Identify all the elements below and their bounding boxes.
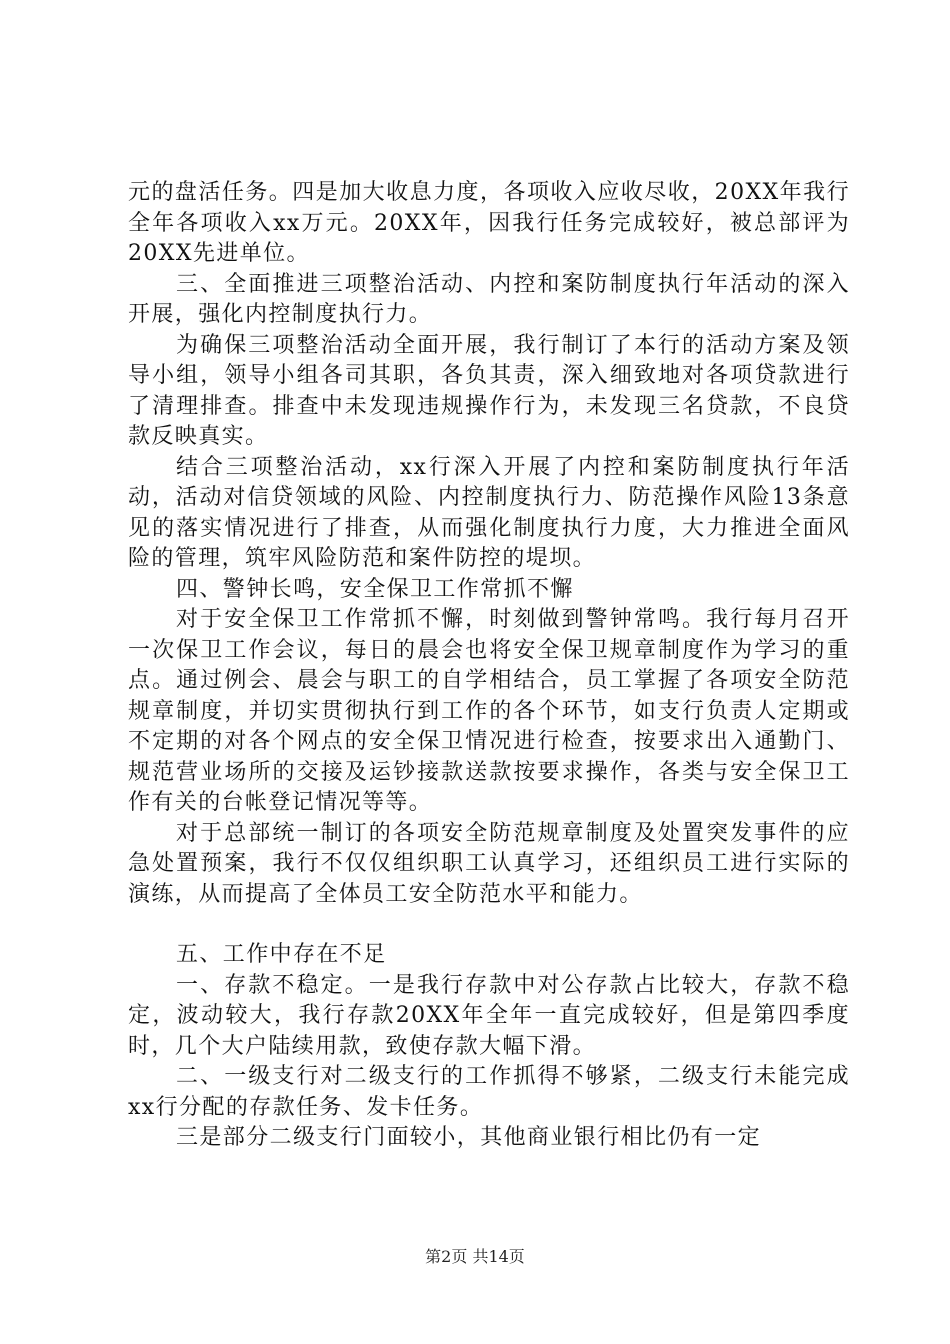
paragraph-emergency-plan: 对于总部统一制订的各项安全防范规章制度及处置突发事件的应急处置预案，我行不仅仅组织职工认真学习，还组织员工进行实际的演练，从而提高了全体员工安全防范水平和能力。 [128, 820, 850, 907]
page-number-footer: 第2页 共14页 [425, 1247, 525, 1266]
paragraph-deposit-instability: 一、存款不稳定。一是我行存款中对公存款占比较大，存款不稳定，波动较大，我行存款20XX年全年一直完成较好，但是第四季度时，几个大户陆续用款，致使存款大幅下滑。 [128, 972, 850, 1059]
paragraph-security-work: 对于安全保卫工作常抓不懈，时刻做到警钟常鸣。我行每月召开一次保卫工作会议，每日的晨会也将安全保卫规章制度作为学习的重点。通过例会、晨会与职工的自学相结合，员工掌握了各项安全防范规章制度，并切实贯彻执行到工作的各个环节，如支行负责人定期或不定期的对各个网点的安全保卫情况进行检查，按要求出入通勤门、规范营业场所的交接及运钞接款送款按要求操作，各类与安全保卫工作有关的台帐登记情况等等。 [128, 607, 850, 815]
paragraph-small-storefronts: 三是部分二级支行门面较小，其他商业银行相比仍有一定 [176, 1125, 762, 1150]
heading-section-five: 五、工作中存在不足 [176, 942, 387, 967]
blank-line [128, 910, 850, 940]
paragraph-sub-branch-management: 二、一级支行对二级支行的工作抓得不够紧，二级支行未能完成xx行分配的存款任务、发卡任务。 [128, 1064, 850, 1120]
heading-section-four: 四、警钟长鸣，安全保卫工作常抓不懈 [176, 576, 574, 602]
heading-section-three: 三、全面推进三项整治活动、内控和案防制度执行年活动的深入开展，强化内控制度执行力。 [128, 271, 850, 327]
document-body [128, 178, 850, 1154]
paragraph-rectification: 为确保三项整治活动全面开展，我行制订了本行的活动方案及领导小组，领导小组各司其职，各负其责，深入细致地对各项贷款进行了清理排查。排查中未发现违规操作行为，未发现三名贷款，不良贷款反映真实。 [128, 332, 850, 449]
paragraph-internal-control: 结合三项整治活动，xx行深入开展了内控和案防制度执行年活动，活动对信贷领域的风险、内控制度执行力、防范操作风险13条意见的落实情况进行了排查，从而强化制度执行力度，大力推进全面风险的管理，筑牢风险防范和案件防控的堤坝。 [128, 454, 850, 571]
paragraph-continuation: 元的盘活任务。四是加大收息力度，各项收入应收尽收，20XX年我行全年各项收入xx万元。20XX年，因我行任务完成较好，被总部评为20XX先进单位。 [128, 180, 850, 266]
